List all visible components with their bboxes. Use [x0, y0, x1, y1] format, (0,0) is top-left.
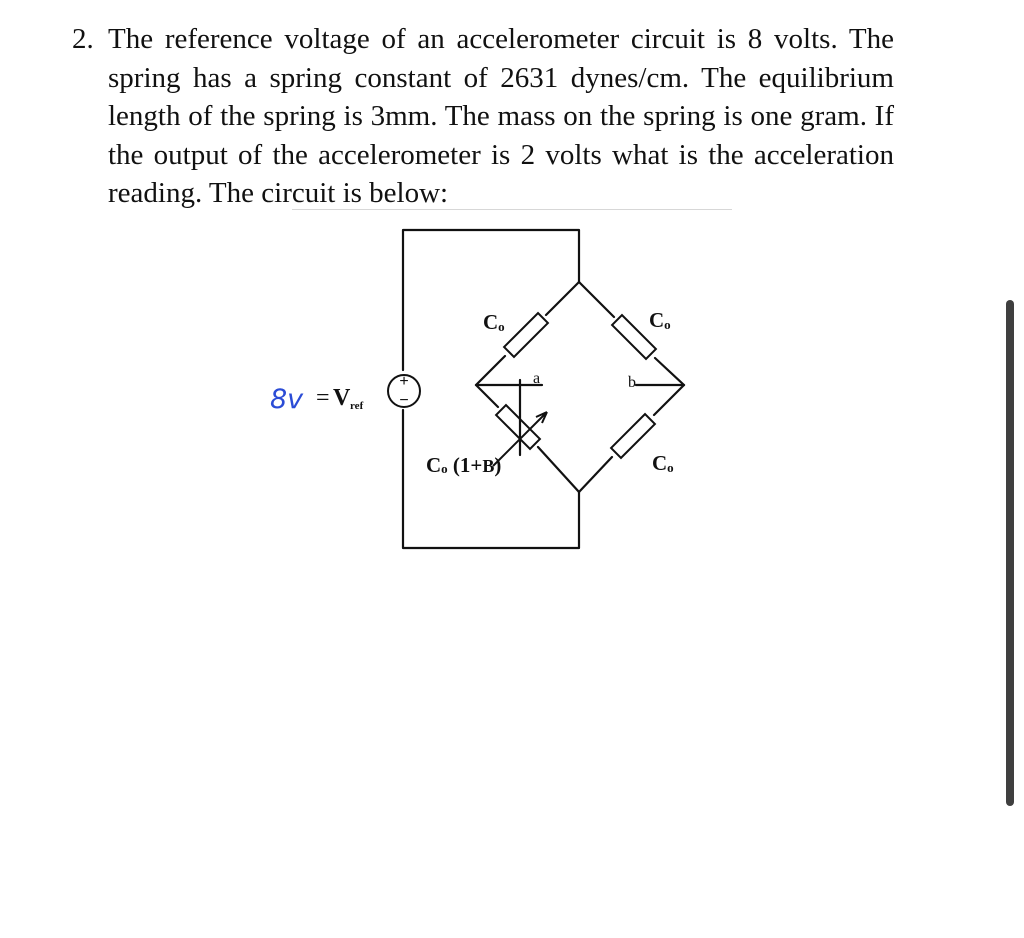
- vertical-scrollbar[interactable]: [1006, 300, 1014, 806]
- capacitor-top-left-body: [504, 313, 548, 357]
- voltage-source: [388, 373, 420, 409]
- cap-label-top-left: [483, 310, 505, 334]
- cap-label-bottom-left-c: C: [426, 453, 442, 477]
- cap-label-bottom-right-sub: o: [667, 460, 674, 475]
- cap-label-bottom-left: [426, 453, 501, 477]
- cap-label-top-right: [649, 308, 671, 332]
- cap-label-bottom-left-close: ): [494, 453, 502, 477]
- wire-lower-right: [579, 385, 684, 492]
- cap-label-bottom-left-var: B: [482, 456, 495, 476]
- cap-label-bottom-left-open: (1+: [447, 453, 483, 477]
- node-b-label: b: [628, 374, 636, 391]
- node-labels: [533, 370, 636, 391]
- wire-top: [403, 230, 579, 370]
- equals-sign: =: [316, 385, 330, 411]
- problem-number: 2.: [72, 23, 94, 55]
- wire-upper-right: [579, 282, 684, 385]
- node-a-label: a: [533, 370, 541, 387]
- vref-main: V: [333, 385, 351, 411]
- handwritten-voltage: 8v: [270, 384, 304, 415]
- cap-label-top-right-sub: o: [664, 317, 671, 332]
- cap-label-bottom-right: [652, 451, 674, 475]
- circuit-wires: [403, 230, 684, 548]
- source-minus-sign: −: [399, 392, 409, 409]
- problem-text: The reference voltage of an accelerometer circuit is 8 volts. The spring has a spring constant of 2631 dynes/cm. The equilibrium length of the spring is 3mm. The mass on the spring is one gram. If the output of the accelerometer is 2 volts what is the acceleration reading. The circuit is below:: [108, 23, 894, 209]
- cap-label-bottom-left-sub: o: [441, 461, 448, 476]
- vref-subscript: ref: [350, 400, 364, 412]
- capacitor-labels: [426, 308, 674, 477]
- wire-bottom: [403, 410, 579, 548]
- cap-label-top-left-c: C: [483, 310, 499, 334]
- cap-label-bottom-right-c: C: [652, 451, 668, 475]
- capacitor-bottom-right-body: [611, 414, 655, 458]
- cap-label-top-right-c: C: [649, 308, 665, 332]
- source-plus-sign: +: [399, 373, 409, 390]
- cap-label-top-left-sub: o: [498, 319, 505, 334]
- vref-label: [316, 385, 364, 412]
